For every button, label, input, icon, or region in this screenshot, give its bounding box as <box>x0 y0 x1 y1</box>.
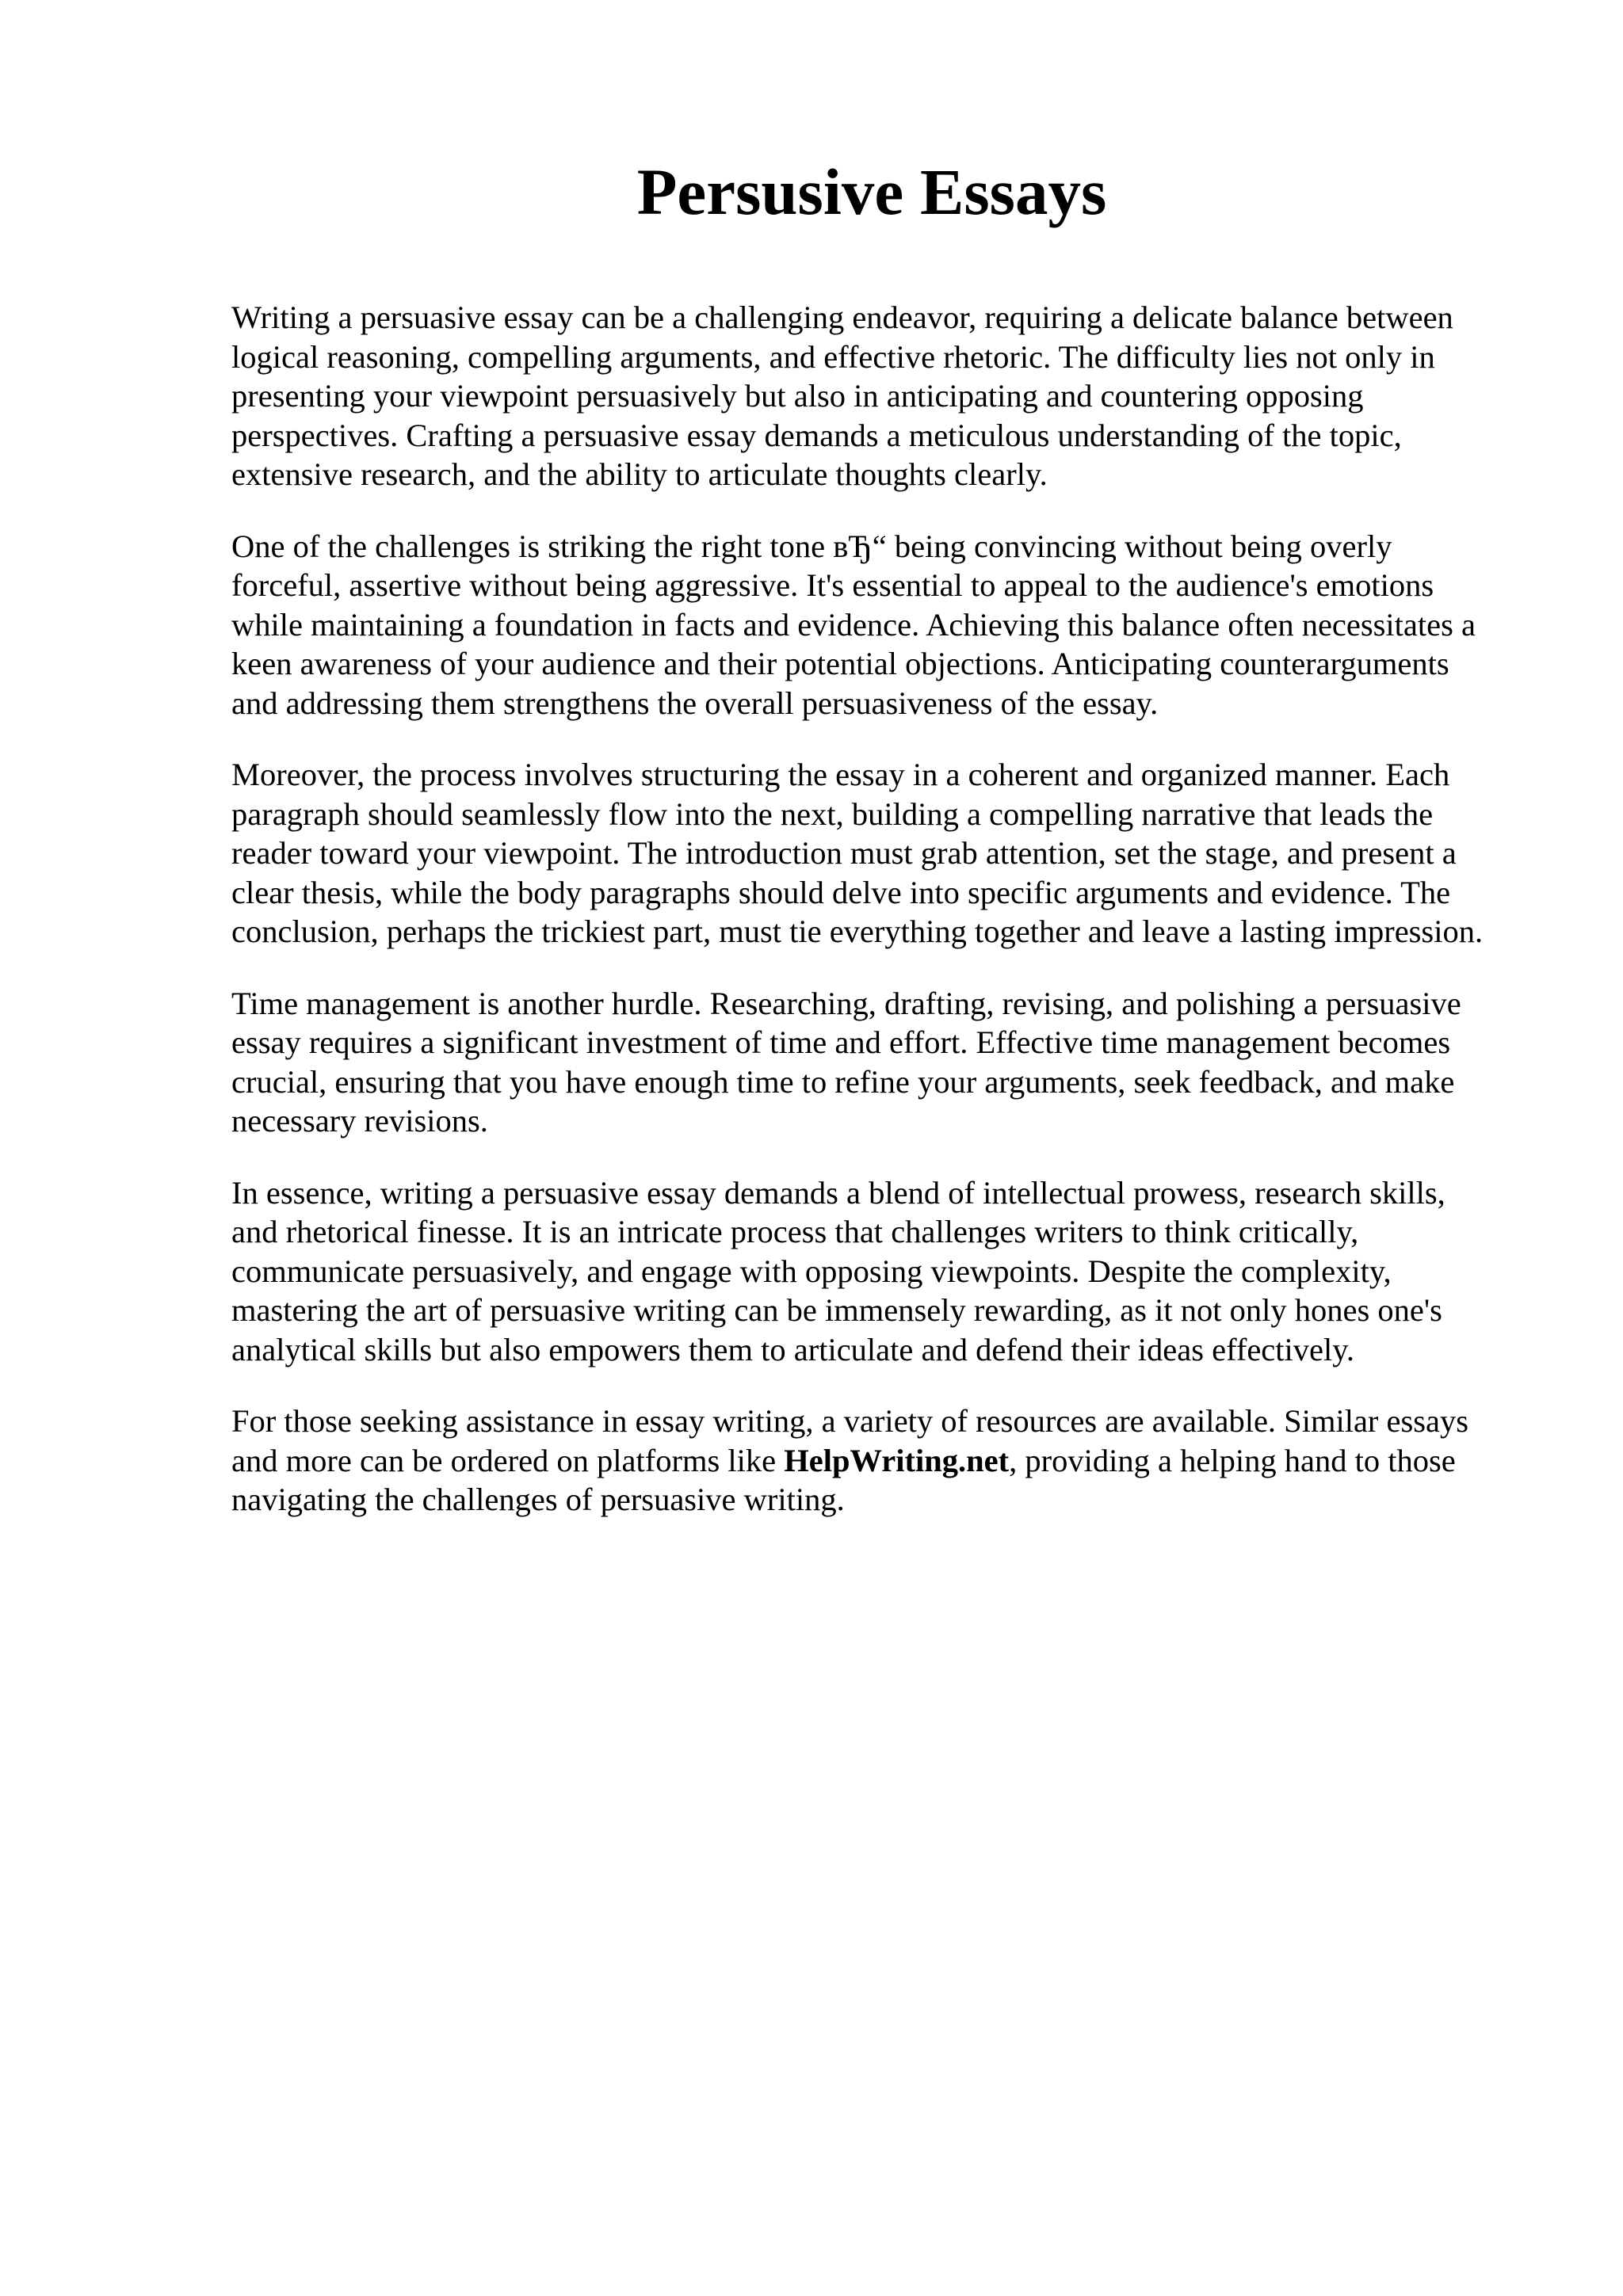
page-title: Persusive Essays <box>636 155 1107 228</box>
text-line: One of the challenges is striking the right tone вЂ“ being convincing without being overly <box>231 528 1392 564</box>
text-line: For those seeking assistance in essay writing, a variety of resources are available. Similar essays <box>231 1403 1469 1439</box>
brand-link[interactable]: HelpWriting.net <box>784 1442 1010 1478</box>
text-line: presenting your viewpoint persuasively but also in anticipating and countering opposing <box>231 378 1364 414</box>
paragraph-5 <box>231 1173 1531 1370</box>
text-line: In essence, writing a persuasive essay demands a blend of intellectual prowess, research skills, <box>231 1174 1445 1211</box>
text-line: paragraph should seamlessly flow into the next, building a compelling narrative that leads the <box>231 795 1434 832</box>
text-line: extensive research, and the ability to articulate thoughts clearly. <box>231 456 1048 492</box>
text-line: essay requires a significant investment of time and effort. Effective time management becomes <box>231 1024 1451 1060</box>
paragraph-3 <box>231 755 1531 952</box>
text-line: and rhetorical finesse. It is an intricate process that challenges writers to think critically, <box>231 1214 1359 1249</box>
text-segment: and more can be ordered on platforms like <box>231 1442 785 1478</box>
text-line: Moreover, the process involves structuring the essay in a coherent and organized manner. Each <box>231 757 1450 792</box>
text-line: perspectives. Crafting a persuasive essay demands a meticulous understanding of the topic, <box>231 417 1402 453</box>
text-line: communicate persuasively, and engage with opposing viewpoints. Despite the complexity, <box>231 1253 1392 1289</box>
paragraph-closing <box>231 1402 1531 1520</box>
text-line: while maintaining a foundation in facts and evidence. Achieving this balance often necessitates a <box>231 606 1476 643</box>
text-line: and addressing them strengthens the overall persuasiveness of the essay. <box>231 685 1159 721</box>
text-line: conclusion, perhaps the trickiest part, must tie everything together and leave a lasting impression. <box>231 913 1484 949</box>
text-line: forceful, assertive without being aggressive. It's essential to appeal to the audience's emotions <box>231 567 1434 603</box>
paragraph-2 <box>231 527 1531 723</box>
text-line: reader toward your viewpoint. The introduction must grab attention, set the stage, and present a <box>231 835 1457 871</box>
essay-body <box>231 298 1531 1552</box>
text-line: Writing a persuasive essay can be a challenging endeavor, requiring a delicate balance between <box>231 299 1453 335</box>
text-line: crucial, ensuring that you have enough time to refine your arguments, seek feedback, and make <box>231 1063 1455 1100</box>
text-line: logical reasoning, compelling arguments, and effective rhetoric. The difficulty lies not only in <box>231 338 1435 375</box>
text-line: clear thesis, while the body paragraphs should delve into specific arguments and evidence. The <box>231 874 1451 910</box>
text-line: Time management is another hurdle. Researching, drafting, revising, and polishing a persuasive <box>231 985 1461 1021</box>
text-line <box>231 1441 1531 1481</box>
paragraph-1 <box>231 298 1531 494</box>
text-line: mastering the art of persuasive writing can be immensely rewarding, as it not only hones one's <box>231 1292 1442 1328</box>
text-line: keen awareness of your audience and their potential objections. Anticipating counterarguments <box>231 646 1449 681</box>
text-line: navigating the challenges of persuasive writing. <box>231 1482 845 1517</box>
text-segment: , providing a helping hand to those <box>1009 1442 1456 1478</box>
paragraph-4 <box>231 984 1531 1141</box>
text-line: analytical skills but also empowers them to articulate and defend their ideas effectively. <box>231 1331 1355 1367</box>
text-line: necessary revisions. <box>231 1103 488 1138</box>
